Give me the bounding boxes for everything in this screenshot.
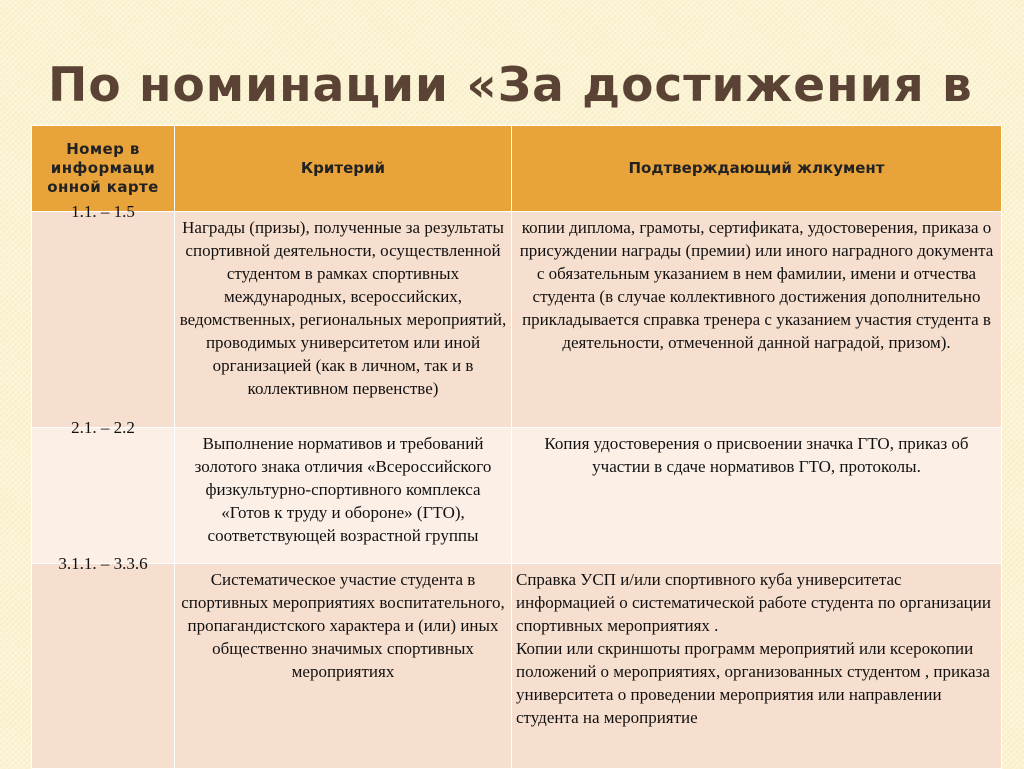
document-cell: Копия удостоверения о присвоении значка ГТО, приказ об участии в сдаче нормативов ГТО, протоколы. xyxy=(512,428,1002,564)
row-number: 3.1.1. – 3.3.6 xyxy=(58,554,148,573)
document-cell xyxy=(512,564,1002,769)
criterion-cell: Выполнение нормативов и требований золотого знака отличия «Всероссийского физкультурно-спортивного комплекса «Готов к труду и обороне» (ГТО), соответствующей возрастной группы xyxy=(175,428,512,564)
document-paragraph: Копии или скриншоты программ мероприятий или ксерокопии положений о мероприятиях, организованных студентом , приказа университета о проведении мероприятия или направлении студента на мероприятие xyxy=(516,639,990,727)
criteria-table xyxy=(31,125,1002,769)
table-row xyxy=(32,212,1002,428)
table-row xyxy=(32,564,1002,769)
header-document: Подтверждающий жлкумент xyxy=(512,126,1002,212)
row-number-cell xyxy=(32,418,175,564)
criterion-cell: Награды (призы), полученные за результаты спортивной деятельности, осуществленной студентом в рамках спортивных международных, всероссийских, ведомственных, региональных мероприятий, проводимых университетом или иной организацией (как в личном, так и в коллективном первенстве) xyxy=(175,212,512,428)
header-number: Номер в информаци онной карте xyxy=(32,126,175,212)
table-row xyxy=(32,428,1002,564)
document-cell: копии диплома, грамоты, сертификата, удостоверения, приказа о присуждении награды (премии) или иного наградного документа с обязательным указанием в нем фамилии, имени и отчества студента (в случае коллективного достижения дополнительно прикладывается справка тренера с указанием участия студента в деятельности, отмеченной данной наградой, призом). xyxy=(512,212,1002,428)
header-criterion: Критерий xyxy=(175,126,512,212)
row-number-cell xyxy=(32,554,175,769)
document-paragraph: Справка УСП и/или спортивного куба университетас информацией о систематической работе студента по организации спортивных мероприятиях . xyxy=(516,570,991,635)
row-number: 1.1. – 1.5 xyxy=(71,202,135,221)
table-header-row xyxy=(32,126,1002,212)
criterion-cell: Систематическое участие студента в спортивных мероприятиях воспитательного, пропагандистского характера и (или) иных общественно значимых спортивных мероприятиях xyxy=(175,564,512,769)
row-number-cell xyxy=(32,202,175,428)
row-number: 2.1. – 2.2 xyxy=(71,418,135,437)
slide-title: По номинации «За достижения в xyxy=(48,58,973,113)
